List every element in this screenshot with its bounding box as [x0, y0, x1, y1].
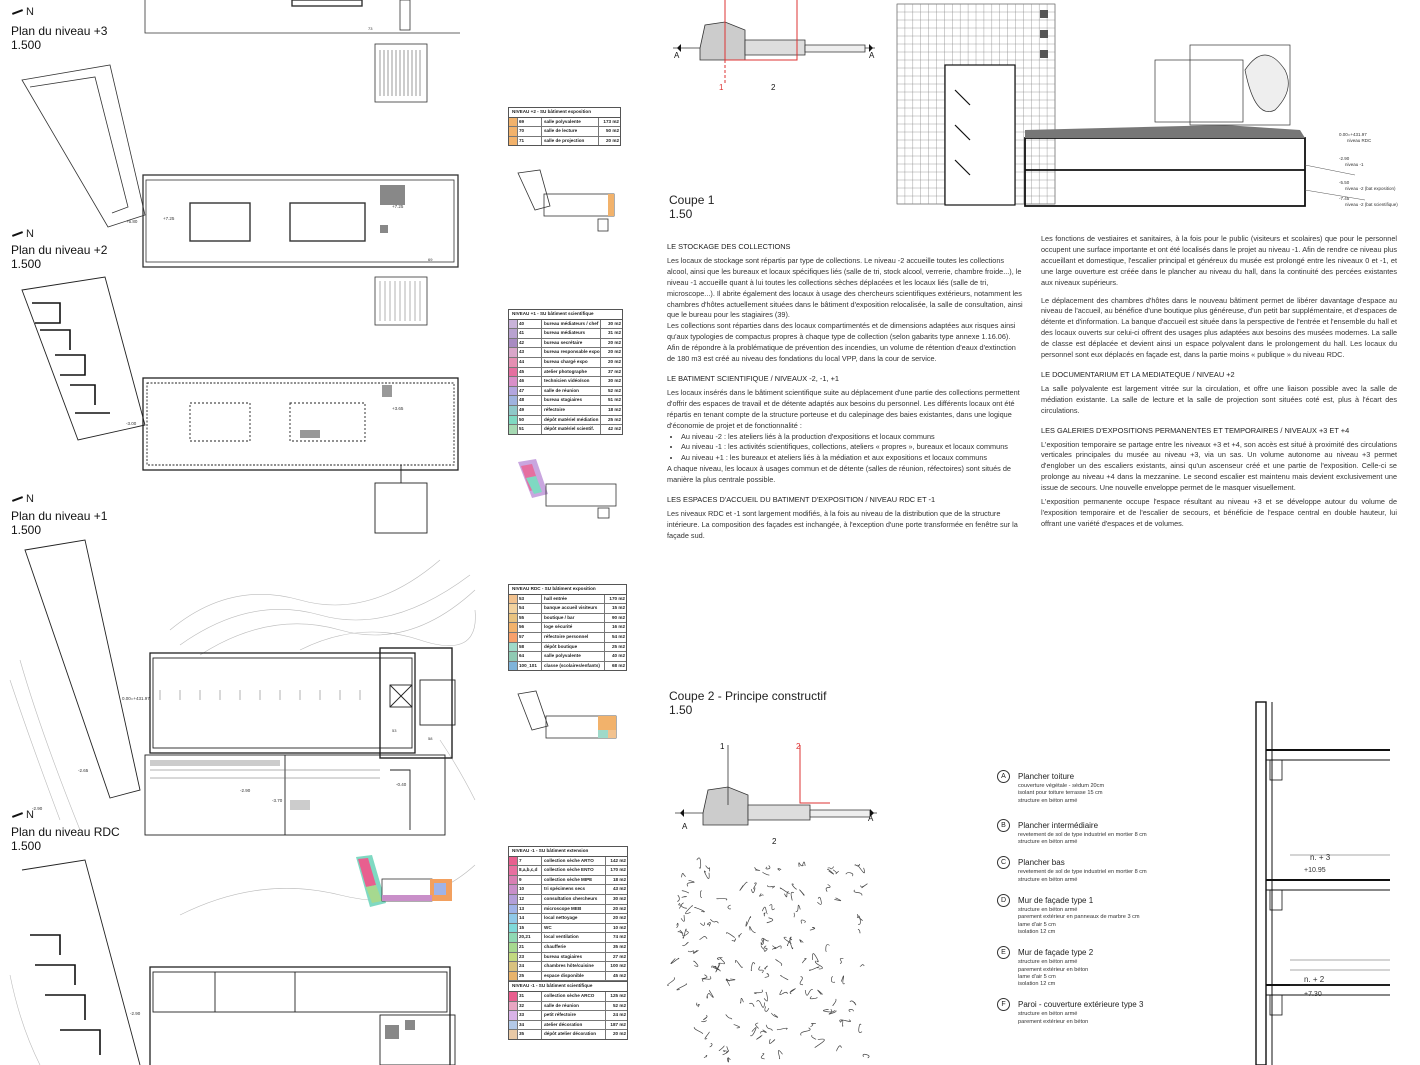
north-arrow: N: [12, 493, 34, 505]
tree-stroke: [767, 885, 774, 888]
tree-stroke: [763, 872, 770, 875]
legend-row: 69 salle polyvalente 173 m2: [509, 118, 620, 128]
tree-stroke: [749, 1003, 754, 1007]
legend-row: 56 loge sécurité 16 m2: [509, 623, 626, 633]
tree-stroke: [705, 1032, 709, 1039]
tree-stroke: [726, 1014, 732, 1019]
section-mark: 1: [720, 742, 725, 751]
tree-stroke: [780, 888, 789, 894]
plan-title-text: Plan du niveau +2: [11, 243, 108, 257]
tree-stroke: [837, 1046, 842, 1051]
tree-stroke: [835, 898, 841, 901]
tree-stroke: [858, 865, 865, 873]
paragraph: A chaque niveau, les locaux à usages commun et de détente (salles de réunion, réfectoires) sont situés de manière la plus centrale possible.: [667, 464, 1011, 485]
legend-row: 33 petit réfectoire 24 m2: [509, 1011, 627, 1021]
section-mark: A: [869, 51, 875, 60]
list-item: • Au niveau -1 : les activités scientifiques, collections, ateliers « propres », bureaux et locaux communs: [681, 442, 1023, 453]
key-plan-basement: [352, 855, 462, 915]
tree-stroke: [688, 951, 694, 954]
tree-stroke: [849, 1009, 854, 1011]
tree-stroke: [720, 958, 725, 964]
plan-mark: -3.70: [272, 798, 283, 803]
tree-stroke: [855, 864, 860, 866]
section-title-text: Coupe 1: [669, 193, 715, 207]
tree-stroke: [840, 958, 843, 963]
tree-stroke: [790, 989, 795, 994]
tree-stroke: [727, 1057, 730, 1062]
plan-scale: 1.500: [11, 839, 42, 853]
section-mark: A: [674, 51, 680, 60]
tree-stroke: [700, 922, 704, 925]
plan-title: [11, 509, 107, 537]
tree-stroke: [710, 1043, 712, 1047]
construction-detail-section: [1250, 700, 1400, 1065]
tree-stroke: [854, 890, 862, 896]
tree-stroke: [750, 1028, 756, 1036]
tree-stroke: [728, 905, 731, 909]
plan-title: [11, 825, 120, 853]
legend-swatch: [509, 137, 518, 146]
tree-stroke: [732, 939, 736, 942]
construction-legend-item: A Plancher toiture couverture végétale - sédum 20cm isolant pour toiture terrasse 15 cm structure en béton armé: [997, 770, 1227, 805]
construction-legend-item: F Paroi - couverture extérieure type 3 structure en béton armé parement extérieur en béton: [997, 998, 1227, 1026]
tree-stroke: [780, 990, 788, 995]
tree-stroke: [861, 884, 868, 888]
tree-stroke: [694, 950, 698, 953]
text-column-right: [1041, 234, 1397, 537]
tree-stroke: [687, 880, 694, 886]
level-label: niveau RDC: [1347, 138, 1372, 143]
paragraph: La salle polyvalente est largement vitrée sur la circulation, et offre une liaison possible avec la salle de médiation existante. La salle de lecture et la salle de projection sont situées coté est, plus à l'écart des circulations.: [1041, 383, 1397, 415]
tree-stroke: [802, 958, 806, 963]
legend-row: 31 collection sèche ARCO 125 m2: [509, 992, 627, 1002]
text-column-left: [667, 233, 1023, 549]
tree-stroke: [701, 1020, 706, 1022]
tree-stroke: [739, 933, 742, 937]
tree-stroke: [778, 869, 781, 871]
legend-row: 57 réfectoire personnel 54 m2: [509, 633, 626, 643]
key-plan-plus1: [512, 458, 622, 520]
tree-stroke: [850, 1001, 856, 1005]
tree-stroke: [765, 1006, 769, 1011]
tree-stroke: [676, 923, 678, 927]
key-plan-plus2: [510, 168, 620, 238]
tree-stroke: [700, 936, 708, 939]
plan-scale: 1.500: [11, 38, 42, 52]
plan-mark: 0.00=+431.97: [122, 696, 150, 701]
construction-legend-item: D Mur de façade type 1 structure en béton armé parement extérieur en panneaux de marbre 3 cm lame d'air 5 cm isolation 12 cm: [997, 894, 1227, 936]
tree-stroke: [775, 946, 781, 949]
tree-stroke: [704, 871, 709, 879]
level-label: n. + 2: [1304, 975, 1325, 984]
legend-row: 55 boutique / bar 90 m2: [509, 614, 626, 624]
tree-stroke: [833, 870, 839, 874]
room-legend-table: [508, 309, 623, 435]
tree-stroke: [803, 862, 805, 866]
construction-legend: [997, 770, 1227, 1036]
legend-row: 49 réfectoire 18 m2: [509, 406, 622, 416]
legend-row: 13 microscope MEB 20 m2: [509, 905, 627, 915]
tree-stroke: [727, 933, 735, 938]
tree-stroke: [812, 1035, 816, 1039]
legend-row: 53 hall entrée 170 m2: [509, 595, 626, 605]
legend-row: 21 chaufferie 35 m2: [509, 943, 627, 953]
legend-row: 50 dépôt matériel médiation 25 m2: [509, 416, 622, 426]
tree-stroke: [681, 915, 684, 921]
tree-stroke: [759, 966, 764, 973]
tree-stroke: [765, 973, 769, 977]
tree-stroke: [761, 1030, 767, 1034]
tree-stroke: [810, 996, 817, 998]
tree-stroke: [766, 865, 770, 869]
tree-stroke: [695, 907, 705, 912]
tree-stroke: [761, 946, 764, 951]
tree-stroke: [761, 1053, 764, 1058]
legend-letter: C: [997, 856, 1010, 869]
legend-row: 71 salle de projection 20 m2: [509, 137, 620, 146]
tree-stroke: [841, 1020, 844, 1026]
key-plan-rdc: [512, 690, 622, 750]
section-title-text: Coupe 2 - Principe constructif: [669, 689, 827, 703]
tree-stroke: [769, 904, 774, 909]
tree-stroke: [781, 975, 788, 979]
legend-header: NIVEAU +2 - SU bâtiment exposition: [509, 108, 620, 118]
legend-header: NIVEAU -1 - SU bâtiment scientifique: [509, 981, 627, 992]
legend-row: 9 collection sèche MIPE 18 m2: [509, 876, 627, 886]
plan-mark: 73: [368, 26, 373, 31]
paragraph: L'exposition temporaire se partage entre les niveaux +3 et +4, son accès est situé à proximité des circulations verticales principales du musée au niveau +3, via un sas. Un volume autonome au niveau +3 permet d'englober un des escaliers existants, ainsi qu'un ascenseur créé et une partie de l'exposition. Celle-ci se prolonge au niveau +4 dans la mezzanine. Le second escalier est maintenu mais devient exclusivement une issue de secours. Une nouvelle enveloppe permet de le masquer visuellement.: [1041, 439, 1397, 493]
tree-stroke: [679, 903, 681, 908]
tree-stroke: [700, 891, 702, 898]
legend-row: 51 dépôt matériel scientif. 42 m2: [509, 425, 622, 434]
section-mark: 2: [796, 742, 801, 751]
legend-row: 58 dépôt boutique 25 m2: [509, 643, 626, 653]
plan-mark: +7.25: [392, 204, 404, 209]
legend-letter: E: [997, 946, 1010, 959]
tree-stroke: [863, 1054, 869, 1058]
tree-stroke: [719, 1046, 724, 1051]
tree-stroke: [815, 1039, 824, 1047]
tree-stroke: [702, 975, 707, 979]
key-section-coupe-2: [670, 735, 890, 855]
legend-row: 41 bureau médiateurs 31 m2: [509, 329, 622, 339]
section-mark: A: [682, 822, 688, 831]
legend-row: 24 chambres hôte/cuisine 100 m2: [509, 962, 627, 972]
tree-stroke: [740, 882, 747, 890]
section-title: [669, 193, 714, 221]
section-title: [669, 689, 826, 717]
level-label: 0.00=+431.97: [1339, 132, 1367, 137]
section-scale: 1.50: [669, 703, 693, 717]
tree-stroke: [796, 905, 800, 911]
tree-stroke: [681, 903, 687, 908]
legend-row: 12 consultation chercheurs 30 m2: [509, 895, 627, 905]
section-heading: LE STOCKAGE DES COLLECTIONS: [667, 242, 791, 251]
tree-stroke: [709, 990, 714, 997]
tree-stroke: [735, 960, 742, 967]
legend-row: 43 bureau responsable expo 20 m2: [509, 348, 622, 358]
plan-scale: 1.500: [11, 523, 42, 537]
list-item: • Au niveau -2 : les ateliers liés à la production d'expositions et locaux communs: [681, 432, 1023, 443]
tree-stroke: [800, 977, 803, 985]
room-legend-table: [508, 107, 621, 146]
tree-stroke: [706, 866, 710, 872]
tree-stroke: [801, 1028, 811, 1036]
tree-stroke: [755, 867, 760, 870]
legend-row: 42 bureau secrétaire 20 m2: [509, 339, 622, 349]
tree-stroke: [809, 967, 819, 971]
plan-mark: -2.90: [240, 788, 251, 793]
legend-header: NIVEAU -1 - SU bâtiment extension: [509, 847, 627, 857]
section-mark: 2: [771, 83, 776, 92]
paragraph: Les locaux insérés dans le bâtiment scientifique suite au déplacement d'une partie des collections permettent d'offrir des espaces de travail et de détente adaptés aux besoins du personnel. Les différents locaux ont été répartis en tenant compte de la structure porteuse et du calepinage des baies existantes, dans une logique d'économie de projet et de fonctionnalité :: [667, 387, 1020, 430]
tree-stroke: [769, 1039, 774, 1043]
tree-stroke: [846, 873, 853, 877]
tree-stroke: [703, 1015, 707, 1020]
tree-stroke: [790, 939, 793, 949]
tree-stroke: [828, 867, 834, 869]
north-arrow: N: [12, 228, 34, 240]
tree-stroke: [827, 869, 833, 874]
tree-stroke: [757, 1035, 762, 1039]
tree-stroke: [776, 959, 782, 965]
plan-title-text: Plan du niveau +3: [11, 24, 108, 38]
tree-stroke: [826, 884, 830, 891]
room-legend-table: [508, 846, 628, 1040]
legend-row: 14 local nettoyage 20 m2: [509, 914, 627, 924]
tree-stroke: [694, 961, 698, 966]
legend-row: 46 technicien vidéo/son 30 m2: [509, 377, 622, 387]
tree-stroke: [760, 893, 764, 896]
legend-row: 7 collection sèche ARTO 142 m2: [509, 857, 627, 867]
paragraph: Les locaux de stockage sont répartis par type de collections. Le niveau -2 accueille toutes les collections alcool, ainsi que les bureaux et locaux spécifiques liés (salle de tri, stock alcool, verrerie, chambre froide...), le niveau -1 accueille quant à lui toutes les collections sèches déplacées et les locaux liés (salle de tri, microscope...). Il abrite également des locaux à usage des chercheurs scientifiques extérieurs, notamment les chambres d'hôtes actuellement situées dans le bâtiment d'exposition relocalisée, la salle de consultation, ainsi que le bureau pour les stagiaires (39).: [667, 255, 1023, 320]
tree-stroke: [682, 896, 687, 897]
legend-row: 25 espace disponible 45 m2: [509, 972, 627, 982]
plan-scale: 1.500: [11, 257, 42, 271]
tree-stroke: [792, 884, 797, 889]
tree-sketch: [668, 860, 878, 1065]
legend-row: 20,21 local ventilation 74 m2: [509, 933, 627, 943]
tree-stroke: [823, 1009, 831, 1012]
tree-stroke: [671, 958, 679, 963]
level-label: -5.50: [1339, 180, 1350, 185]
tree-stroke: [734, 1024, 740, 1028]
legend-row: 70 salle de lecture 50 m2: [509, 127, 620, 137]
paragraph: Le déplacement des chambres d'hôtes dans le nouveau bâtiment permet de libérer davantage d'espace au niveau de l'accueil, au bénéfice d'une boutique plus généreuse, d'un petit bar supplémentaire, et d'espaces de détente et d'information. La banque d'accueil est située dans la perspective de l'entrée et l'ensemble du hall et des locaux ouverts sur celui-ci offrent des usages plus adaptées aux besoins des musées modernes. La salle de classe est déplacée et devient ainsi un espace polyvalent dans le prolongement du hall. Les locaux du personnel sont eux déplacés en façade est, dans la partie moins « publique » du niveau RDC.: [1041, 295, 1397, 360]
tree-stroke: [723, 1051, 728, 1055]
plan-mark: -3.00: [126, 421, 137, 426]
floor-plan-rdc: [0, 540, 480, 840]
plan-mark: +3.65: [392, 406, 404, 411]
construction-legend-item: B Plancher intermédiaire revetement de sol de type industriel en mortier 8 cm structure en béton armé: [997, 819, 1227, 847]
section-heading: LES ESPACES D'ACCUEIL DU BATIMENT D'EXPOSITION / NIVEAU RDC ET -1: [667, 495, 936, 505]
legend-row: 48 bureau stagiaires 51 m2: [509, 396, 622, 406]
level-value: +7.30: [1304, 991, 1322, 998]
level-label: niveau -2 (bat scientifique): [1345, 202, 1398, 207]
tree-stroke: [818, 990, 823, 995]
tree-stroke: [777, 1028, 787, 1030]
tree-stroke: [860, 965, 864, 967]
tree-stroke: [764, 913, 766, 916]
tree-stroke: [754, 990, 762, 994]
floor-plan-plus1: [0, 275, 470, 535]
section-heading: LES GALERIES D'EXPOSITIONS PERMANENTES ET TEMPORAIRES / NIVEAUX +3 ET +4: [1041, 425, 1350, 435]
tree-stroke: [682, 942, 688, 946]
plan-mark: +7.25: [163, 216, 175, 221]
level-label: n. + 3: [1310, 853, 1331, 862]
level-label: -7.45: [1339, 196, 1350, 201]
tree-stroke: [812, 954, 818, 962]
section-mark: 1: [719, 83, 724, 92]
section-coupe-1: [665, 0, 1420, 220]
plan-mark: 53: [392, 728, 397, 733]
legend-swatch: [509, 118, 518, 127]
tree-stroke: [757, 1001, 765, 1008]
tree-stroke: [668, 978, 675, 986]
tree-stroke: [859, 1024, 862, 1032]
tree-stroke: [682, 873, 686, 877]
room-legend-table: [508, 584, 627, 671]
tree-stroke: [710, 919, 718, 923]
tree-stroke: [683, 929, 686, 938]
tree-stroke: [833, 999, 836, 1006]
legend-row: 35 dépôt atelier décoration 20 m2: [509, 1030, 627, 1039]
plan-title-text: Plan du niveau RDC: [11, 825, 120, 839]
north-arrow: N: [12, 809, 34, 821]
tree-stroke: [800, 890, 805, 896]
tree-stroke: [805, 989, 813, 995]
tree-stroke: [801, 920, 805, 924]
legend-swatch: [509, 127, 518, 136]
tree-stroke: [683, 931, 689, 936]
tree-stroke: [778, 1050, 782, 1058]
plan-title: [11, 243, 107, 271]
tree-stroke: [751, 962, 755, 970]
tree-stroke: [764, 992, 768, 1001]
legend-header: NIVEAU +1 - SU bâtiment scientifique: [509, 310, 622, 320]
level-label: -2.90: [1339, 156, 1350, 161]
legend-letter: F: [997, 998, 1010, 1011]
legend-row: 47 salle de réunion 52 m2: [509, 387, 622, 397]
plan-mark: -2.65: [78, 768, 89, 773]
tree-stroke: [761, 939, 764, 945]
plan-mark: -2.90: [130, 1011, 141, 1016]
paragraph: Les niveaux RDC et -1 sont largement modifiés, à la fois au niveau de la distribution que de la structure intérieure. La composition des façades est inchangée, à l'exception d'une porte transformée en fenêtre sur la façade sud.: [667, 508, 1018, 540]
tree-stroke: [707, 922, 710, 926]
tree-stroke: [810, 927, 815, 930]
plan-mark: 69: [428, 257, 433, 262]
construction-legend-item: E Mur de façade type 2 structure en béton armé parement extérieur en béton lame d'air 5 cm isolation 12 cm: [997, 946, 1227, 988]
legend-row: 40 bureau médiateurs / chef 30 m2: [509, 320, 622, 330]
plan-mark: -2.90: [32, 806, 43, 811]
legend-letter: B: [997, 819, 1010, 832]
legend-row: 34 atelier décoration 187 m2: [509, 1021, 627, 1031]
tree-stroke: [746, 917, 751, 927]
legend-row: 23 bureau stagiaires 27 m2: [509, 953, 627, 963]
tree-stroke: [751, 887, 755, 892]
tree-stroke: [717, 899, 727, 901]
tree-stroke: [702, 976, 711, 981]
tree-stroke: [726, 1046, 729, 1052]
tree-stroke: [829, 1010, 836, 1014]
paragraph: Les fonctions de vestiaires et sanitaires, à la fois pour le public (visiteurs et scolaires) que pour le personnel occupent une surface importante et ont été localisés dans le projet au niveau -1. Afin de rendre ce niveau plus accueillant et domestique, l'escalier principal et généreux du musée est prolongé entre les niveaux 0 et -1, et une large ouverture est créée dans le plancher au niveau du hall, dans la continuité des percées existantes aux niveaux supérieurs.: [1041, 234, 1397, 287]
construction-legend-item: C Plancher bas revetement de sol de type industriel en mortier 8 cm structure en béton armé: [997, 856, 1227, 884]
tree-stroke: [771, 1013, 777, 1017]
list-item: • Au niveau +1 : les bureaux et ateliers liés à la médiation et aux expositions et locaux communs: [681, 453, 1023, 464]
tree-stroke: [841, 976, 844, 984]
plan-mark: 58: [428, 736, 433, 741]
tree-stroke: [831, 977, 835, 983]
tree-stroke: [704, 1055, 707, 1057]
tree-stroke: [791, 892, 794, 900]
tree-stroke: [858, 929, 860, 933]
level-label: niveau -2 (bat exposition): [1345, 186, 1396, 191]
tree-stroke: [677, 895, 679, 901]
legend-row: 100_101 classe (scolaires/enfants) 68 m2: [509, 662, 626, 671]
section-mark: A: [868, 814, 874, 823]
tree-stroke: [817, 897, 821, 904]
legend-row: 10 tri spécimens secs 43 m2: [509, 885, 627, 895]
legend-letter: D: [997, 894, 1010, 907]
tree-stroke: [697, 1003, 700, 1007]
section-mark: 2: [772, 837, 777, 846]
tree-stroke: [766, 1025, 772, 1031]
tree-stroke: [750, 926, 756, 932]
tree-stroke: [682, 891, 689, 893]
legend-row: 54 banque accueil visiteurs 15 m2: [509, 604, 626, 614]
legend-row: 64 salle polyvalente 40 m2: [509, 652, 626, 662]
paragraph: Les collections sont réparties dans des locaux compartimentés et de dimensions adaptées aux risques ainsi qu'aux typologies de compactus propres à chaque type de collection (selon gabarits type annexe 1.16.06). Afin de répondre à la problématique de prévention des incendies, un volume de rétention d'eaux d'extinction de 180 m3 est créé au niveau des fondations du local VPP, dans la cour de service.: [667, 321, 1016, 364]
legend-row: 8,a,b,c,d collection sèche ENTO 170 m2: [509, 866, 627, 876]
section-heading: LE DOCUMENTARIUM ET LA MEDIATEQUE / NIVEAU +2: [1041, 369, 1235, 379]
paragraph: L'exposition permanente occupe l'espace résultant au niveau +3 et se développe autour du volume de l'exposition temporaire et de l'escalier de secours, et bénéficie de l'espace central en double hauteur, lui offrant une variété d'espaces et de volumes.: [1041, 497, 1397, 528]
legend-row: 45 atelier photographe 37 m2: [509, 368, 622, 378]
legend-row: 44 bureau chargé expo 20 m2: [509, 358, 622, 368]
legend-row: 15 WC 10 m2: [509, 924, 627, 934]
level-value: +10.95: [1304, 867, 1326, 874]
tree-stroke: [685, 905, 692, 913]
north-arrow: N: [12, 6, 34, 18]
plan-title-text: Plan du niveau +1: [11, 509, 108, 523]
level-label: niveau -1: [1345, 162, 1364, 167]
plan-mark: +5.80: [126, 219, 138, 224]
legend-header: NIVEAU RDC - SU bâtiment exposition: [509, 585, 626, 595]
legend-row: 32 salle de réunion 52 m2: [509, 1002, 627, 1012]
tree-stroke: [697, 858, 701, 868]
plan-mark: -0.40: [396, 782, 407, 787]
tree-stroke: [740, 998, 743, 1003]
tree-stroke: [677, 984, 687, 990]
tree-stroke: [826, 945, 830, 952]
tree-stroke: [764, 966, 767, 969]
tree-stroke: [800, 940, 804, 943]
tree-stroke: [767, 918, 773, 923]
tree-stroke: [678, 930, 683, 933]
bullet-list: [667, 432, 1023, 465]
tree-stroke: [707, 993, 709, 998]
legend-letter: A: [997, 770, 1010, 783]
tree-stroke: [694, 1027, 703, 1034]
tree-stroke: [811, 1023, 816, 1026]
section-scale: 1.50: [669, 207, 693, 221]
section-heading: LE BATIMENT SCIENTIFIQUE / NIVEAUX -2, -1, +1: [667, 373, 840, 383]
